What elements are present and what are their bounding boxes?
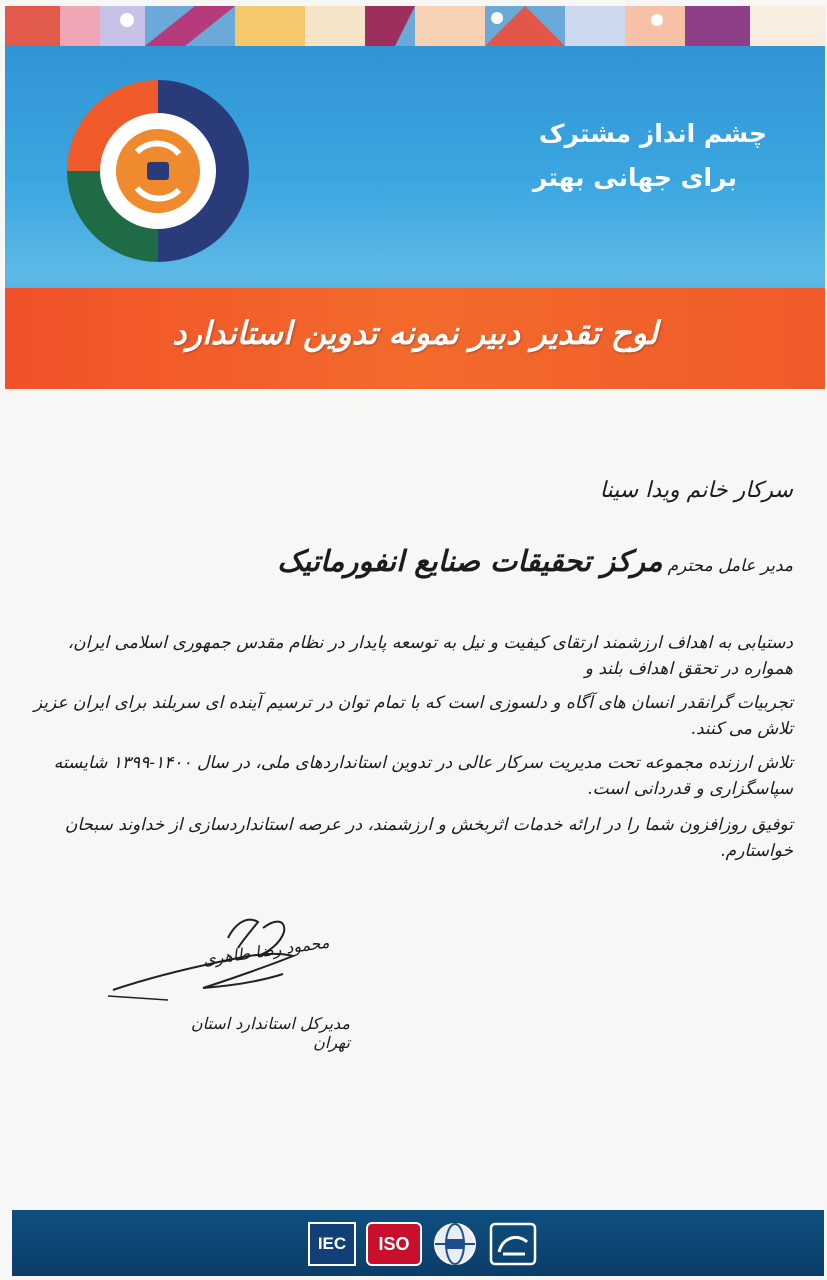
certificate-header [5,6,825,389]
slogan-line-1: چشم انداز مشترک [538,119,767,148]
isiri-logo-icon [488,1222,538,1266]
title-band [5,288,825,389]
letter-paragraph-4: توفیق روزافزون شما را در ارائه خدمات اثربخش و ارزشمند، در عرصه استانداردسازی از خداوند سبحان خواستارم. [64,815,793,861]
slogan-line-2: برای جهانی بهتر [532,163,737,192]
standard-organization-emblem [67,80,249,262]
iec-logo: IEC [308,1222,356,1266]
iso-logo: ISO [366,1222,422,1266]
certificate-footer [12,1210,824,1276]
recipient-name: سرکار خانم ویدا سینا [599,478,793,503]
organization-name: مرکز تحقیقات صنایع انفورماتیک [277,544,663,578]
itu-logo-icon [432,1222,478,1266]
signer-title: مدیرکل استاندارد استان تهران [190,1014,350,1052]
organization-line [33,544,793,578]
header-slogan [437,112,767,200]
signer-name: محمود رضا طاهری [201,932,331,970]
letter-paragraph-2: تجربیات گرانقدر انسان های آگاه و دلسوزی است که با تمام توان در ترسیم آینده ای سربلند برای ایران عزیز تلاش می کنند. [33,693,793,739]
letter-paragraph-1: دستیابی به اهداف ارزشمند ارتقای کیفیت و نیل به توسعه پایدار در نظام مقدس جمهوری اسلامی ایران، همواره در تحقق اهداف بلند و [67,633,793,679]
organization-prefix: مدیر عامل محترم [667,556,793,576]
letter-paragraph-3: تلاش ارزنده مجموعه تحت مدیریت سرکار عالی در تدوین استانداردهای ملی، در سال ۱۴۰۰-۱۳۹۹ شایسته سپاسگزاری و قدردانی است. [53,753,793,799]
decorative-tile-strip [5,6,825,46]
plaque-title: لوح تقدیر دبیر نمونه تدوین استاندارد [172,314,658,352]
